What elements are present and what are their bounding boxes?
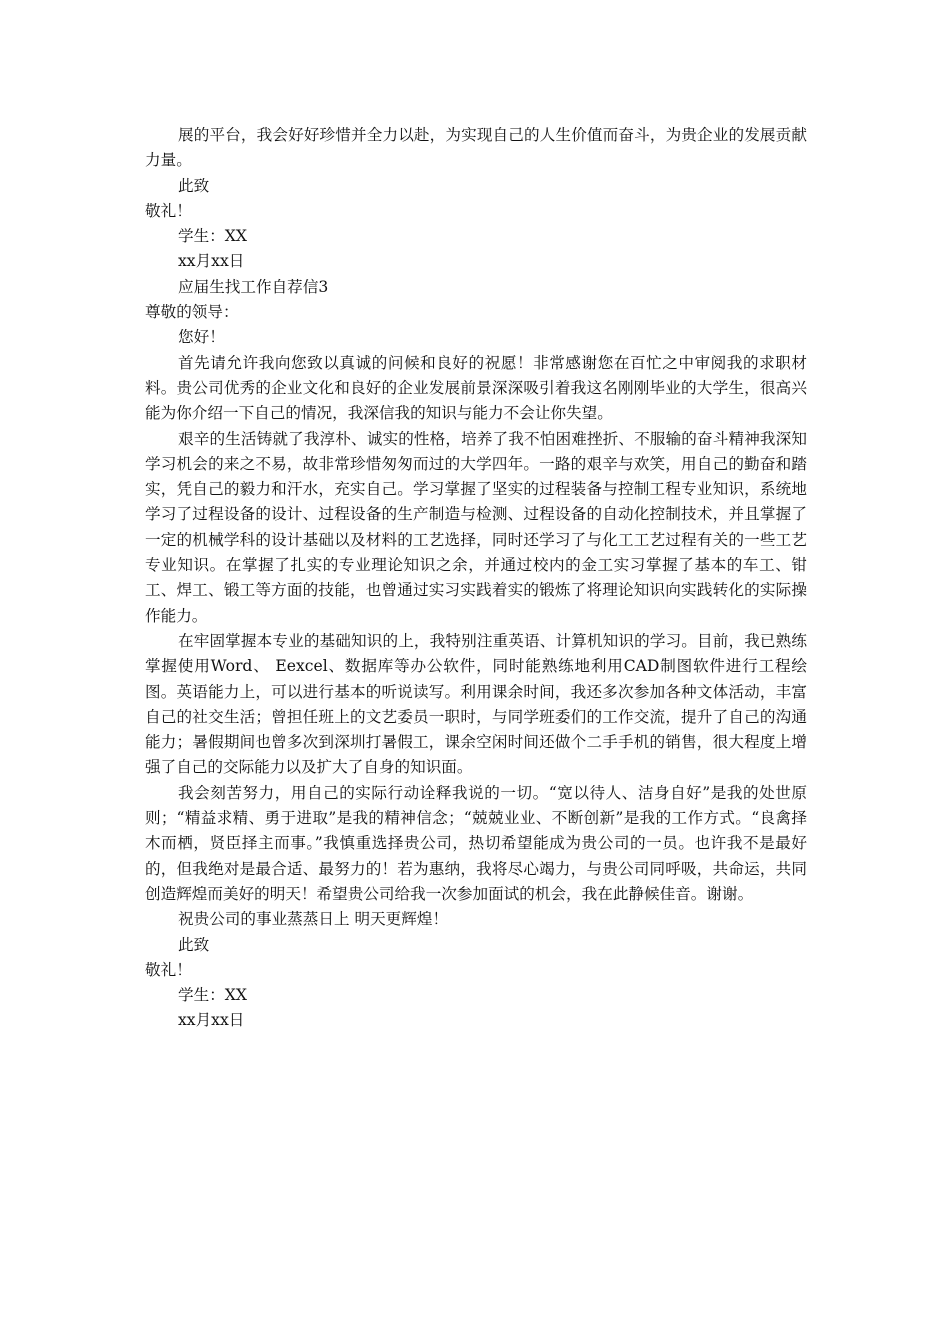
signature-date-2: xx月xx日	[178, 1011, 245, 1030]
salutation-jingli-2: 敬礼！	[145, 960, 192, 979]
paragraph-commitment: 我会刻苦努力，用自己的实际行动诠释我说的一切。“宽以待人、洁身自好”是我的处世原则；“精益求精、勇于进取”是我的精神信念；“兢兢业业、不断创新”是我的工作方式。“良禽择木而栖，贤臣择主而事。”我慎重选择贵公司，热切希望能成为贵公司的一员。也许我不是最好的，但我绝对是最合适、最努力的！若为惠纳，我将尽心竭力，与贵公司同呼吸，共命运，共同创造辉煌而美好的明天！希望贵公司给我一次参加面试的机会，我在此静候佳音。谢谢。	[145, 783, 807, 903]
signature-student: 学生：XX	[178, 227, 247, 246]
paragraph-skills: 在牢固掌握本专业的基础知识的上，我特别注重英语、计算机知识的学习。目前，我已熟练掌握使用Word、 Eexcel、数据库等办公软件，同时能熟练地利用CAD制图软件进行工程绘图。英语能力上，可以进行基本的听说读写。利用课余时间，我还多次参加各种文体活动，丰富自己的社交生活；曾担任班上的文艺委员一职时，与同学班委们的工作交流，提升了自己的沟通能力；暑假期间也曾多次到深圳打暑假工，课余空闲时间还做个二手手机的销售，很大程度上增强了自己的交际能力以及扩大了自身的知识面。	[145, 631, 807, 777]
salutation-cizhi: 此致	[178, 176, 210, 195]
paragraph-closing-continuation: 展的平台，我会好好珍惜并全力以赴，为实现自己的人生价值而奋斗，为贵企业的发展贡献力量。	[145, 126, 807, 170]
paragraph-intro: 首先请允许我向您致以真诚的问候和良好的祝愿！非常感谢您在百忙之中审阅我的求职材料。贵公司优秀的企业文化和良好的企业发展前景深深吸引着我这名刚刚毕业的大学生，很高兴能为你介绍一下自己的情况，我深信我的知识与能力不会让你失望。	[145, 353, 807, 423]
salutation-jingli: 敬礼！	[145, 201, 192, 220]
greeting-hello: 您好！	[178, 328, 225, 347]
signature-date: xx月xx日	[178, 252, 245, 271]
greeting-recipient: 尊敬的领导：	[145, 303, 239, 322]
paragraph-wish: 祝贵公司的事业蒸蒸日上 明天更辉煌！	[178, 910, 449, 929]
letter-title: 应届生找工作自荐信3	[178, 277, 329, 296]
paragraph-study: 艰辛的生活铸就了我淳朴、诚实的性格，培养了我不怕困难挫折、不服输的奋斗精神我深知学习机会的来之不易，故非常珍惜匆匆而过的大学四年。一路的艰辛与欢笑，用自己的勤奋和踏实，凭自己的毅力和汗水，充实自己。学习掌握了坚实的过程装备与控制工程专业知识，系统地学习了过程设备的设计、过程设备的生产制造与检测、过程设备的自动化控制技术，并且掌握了一定的机械学科的设计基础以及材料的工艺选择，同时还学习了与化工工艺过程有关的一些工艺专业知识。在掌握了扎实的专业理论知识之余，并通过校内的金工实习掌握了基本的车工、钳工、焊工、锻工等方面的技能，也曾通过实习实践着实的锻炼了将理论知识向实践转化的实际操作能力。	[145, 429, 807, 625]
salutation-cizhi-2: 此致	[178, 935, 210, 954]
signature-student-2: 学生：XX	[178, 986, 247, 1005]
document-body	[145, 123, 807, 1034]
